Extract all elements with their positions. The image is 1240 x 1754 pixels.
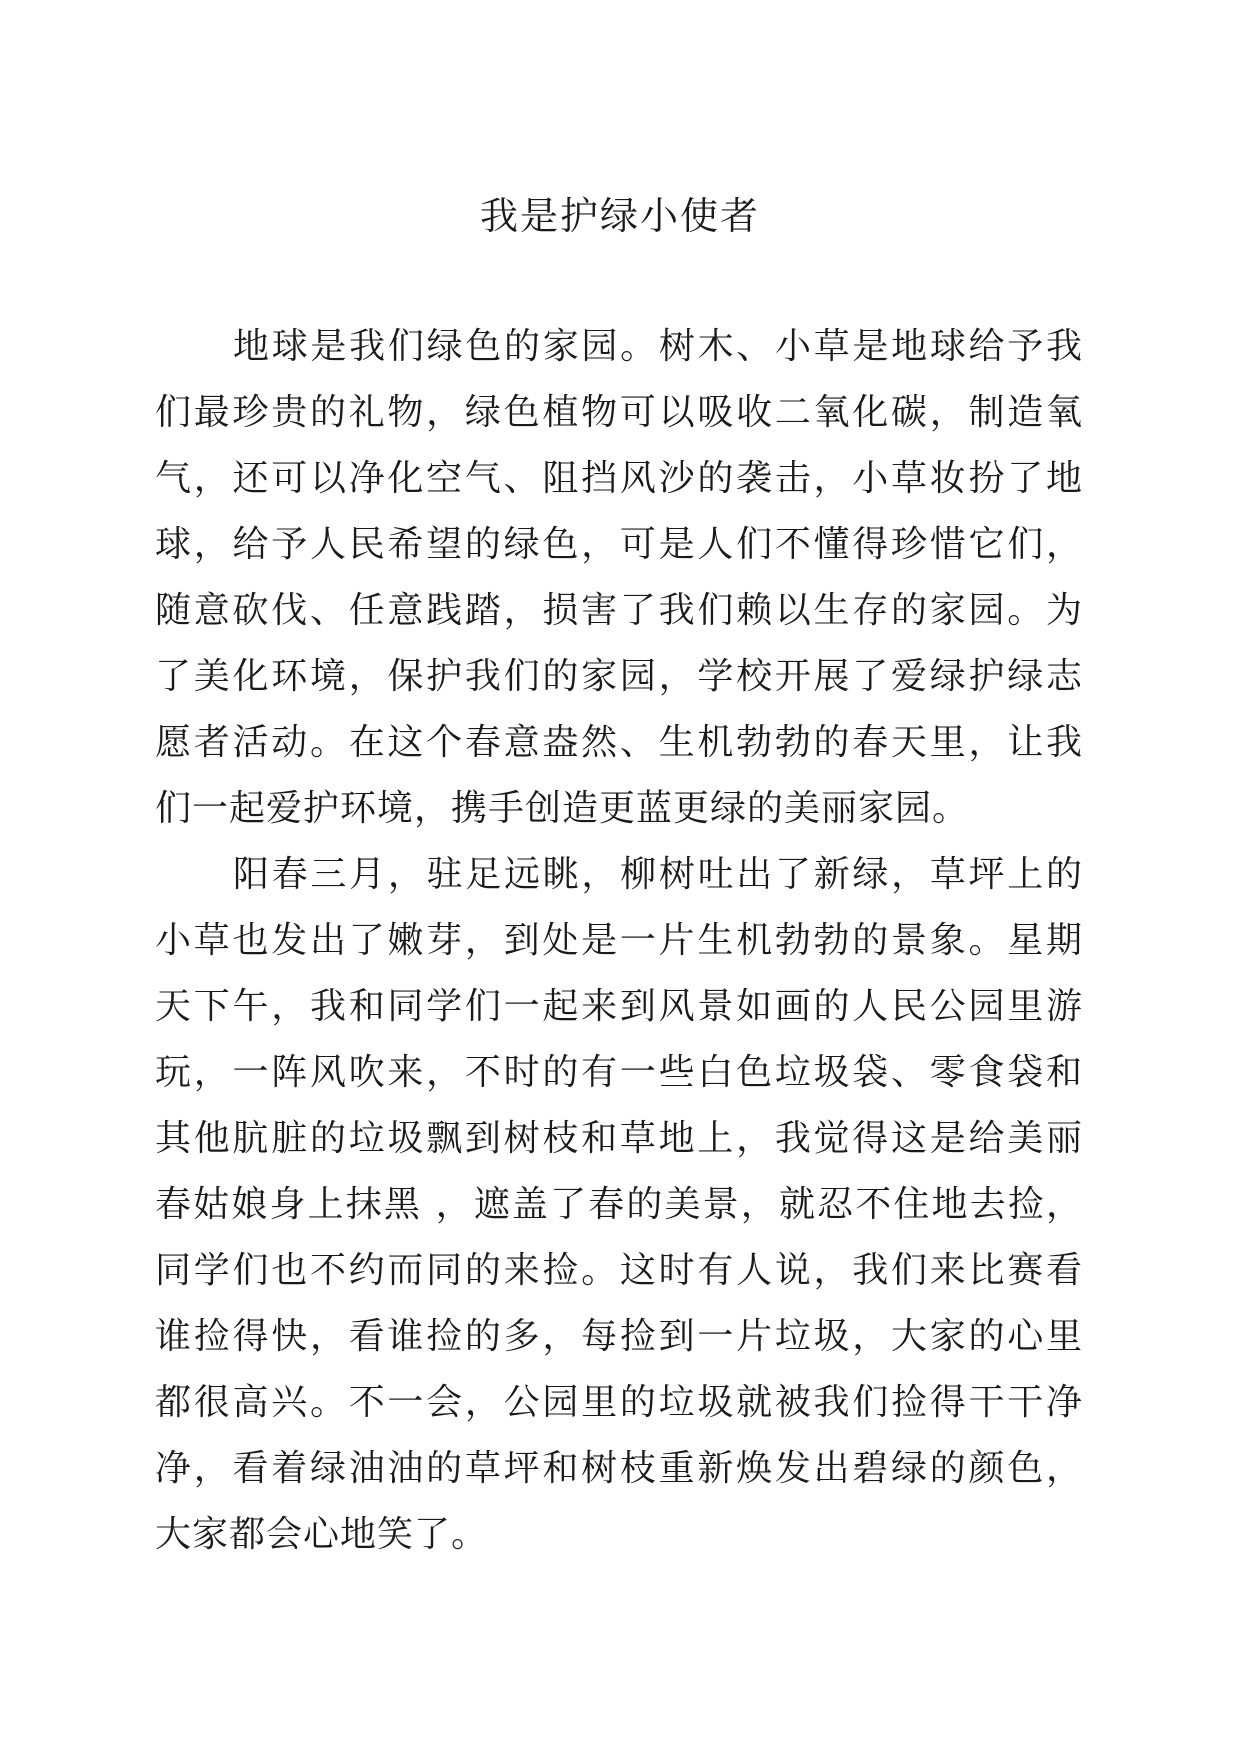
text-line: 大家都会心地笑了。 — [155, 1514, 489, 1555]
text-line: 净，看着绿油油的草坪和树枝重新焕发出碧绿的颜色， — [155, 1448, 1083, 1489]
text-line: 随意砍伐、任意践踏，损害了我们赖以生存的家园。为 — [155, 590, 1083, 631]
text-line: 玩，一阵风吹来，不时的有一些白色垃圾袋、零食袋和 — [155, 1052, 1083, 1093]
text-line: 们一起爱护环境，携手创造更蓝更绿的美丽家园。 — [155, 788, 970, 829]
text-line: 谁捡得快，看谁捡的多，每捡到一片垃圾，大家的心里 — [155, 1316, 1083, 1357]
text-line: 了美化环境，保护我们的家园，学校开展了爱绿护绿志 — [155, 656, 1083, 697]
text-line: 愿者活动。在这个春意盎然、生机勃勃的春天里，让我 — [155, 722, 1083, 763]
text-line: 都很高兴。不一会，公园里的垃圾就被我们捡得干干净 — [155, 1382, 1083, 1423]
text-line: 气，还可以净化空气、阻挡风沙的袭击，小草妆扮了地 — [155, 458, 1083, 499]
document-body — [155, 314, 1083, 1568]
text-line: 阳春三月，驻足远眺，柳树吐出了新绿，草坪上的 — [233, 854, 1083, 895]
text-line: 春姑娘身上抹黑 ，遮盖了春的美景，就忍不住地去捡， — [155, 1184, 1083, 1225]
text-line: 地球是我们绿色的家园。树木、小草是地球给予我 — [233, 326, 1083, 367]
text-line: 天下午，我和同学们一起来到风景如画的人民公园里游 — [155, 986, 1083, 1027]
paragraph-1 — [155, 314, 1083, 842]
text-line: 其他肮脏的垃圾飘到树枝和草地上，我觉得这是给美丽 — [155, 1118, 1083, 1159]
paragraph-2 — [155, 842, 1083, 1568]
text-line: 球，给予人民希望的绿色，可是人们不懂得珍惜它们， — [155, 524, 1083, 565]
text-line: 们最珍贵的礼物，绿色植物可以吸收二氧化碳，制造氧 — [155, 392, 1083, 433]
text-line: 同学们也不约而同的来捡。这时有人说，我们来比赛看 — [155, 1250, 1083, 1291]
text-line: 小草也发出了嫩芽，到处是一片生机勃勃的景象。星期 — [155, 920, 1083, 961]
page-title: 我是护绿小使者 — [479, 194, 760, 238]
